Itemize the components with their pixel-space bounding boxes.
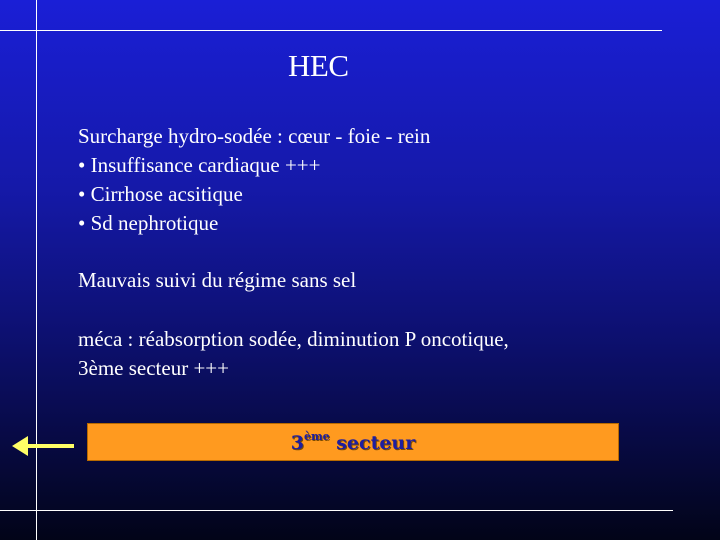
third-sector-label	[88, 431, 618, 455]
slide-title: HEC	[288, 48, 349, 83]
third-sector-number: 3	[290, 432, 304, 454]
bullet-heart-failure: • Insuffisance cardiaque +++	[78, 153, 321, 177]
cause-heading: Surcharge hydro-sodée : cœur - foie - rein	[78, 124, 431, 148]
diet-line: Mauvais suivi du régime sans sel	[78, 268, 357, 292]
mechanism-line-1: méca : réabsorption sodée, diminution P oncotique,	[78, 327, 509, 351]
third-sector-superscript: ème	[303, 430, 330, 443]
bottom-rule	[0, 510, 673, 511]
third-sector-box	[87, 423, 619, 461]
vertical-rule	[36, 0, 37, 540]
third-sector-word: secteur	[329, 432, 416, 454]
mechanism-line-2: 3ème secteur +++	[78, 356, 229, 380]
top-rule	[0, 30, 662, 31]
bullet-cirrhosis: • Cirrhose acsitique	[78, 182, 243, 206]
bullet-nephrotic: • Sd nephrotique	[78, 211, 219, 235]
left-arrow-icon	[12, 433, 76, 459]
